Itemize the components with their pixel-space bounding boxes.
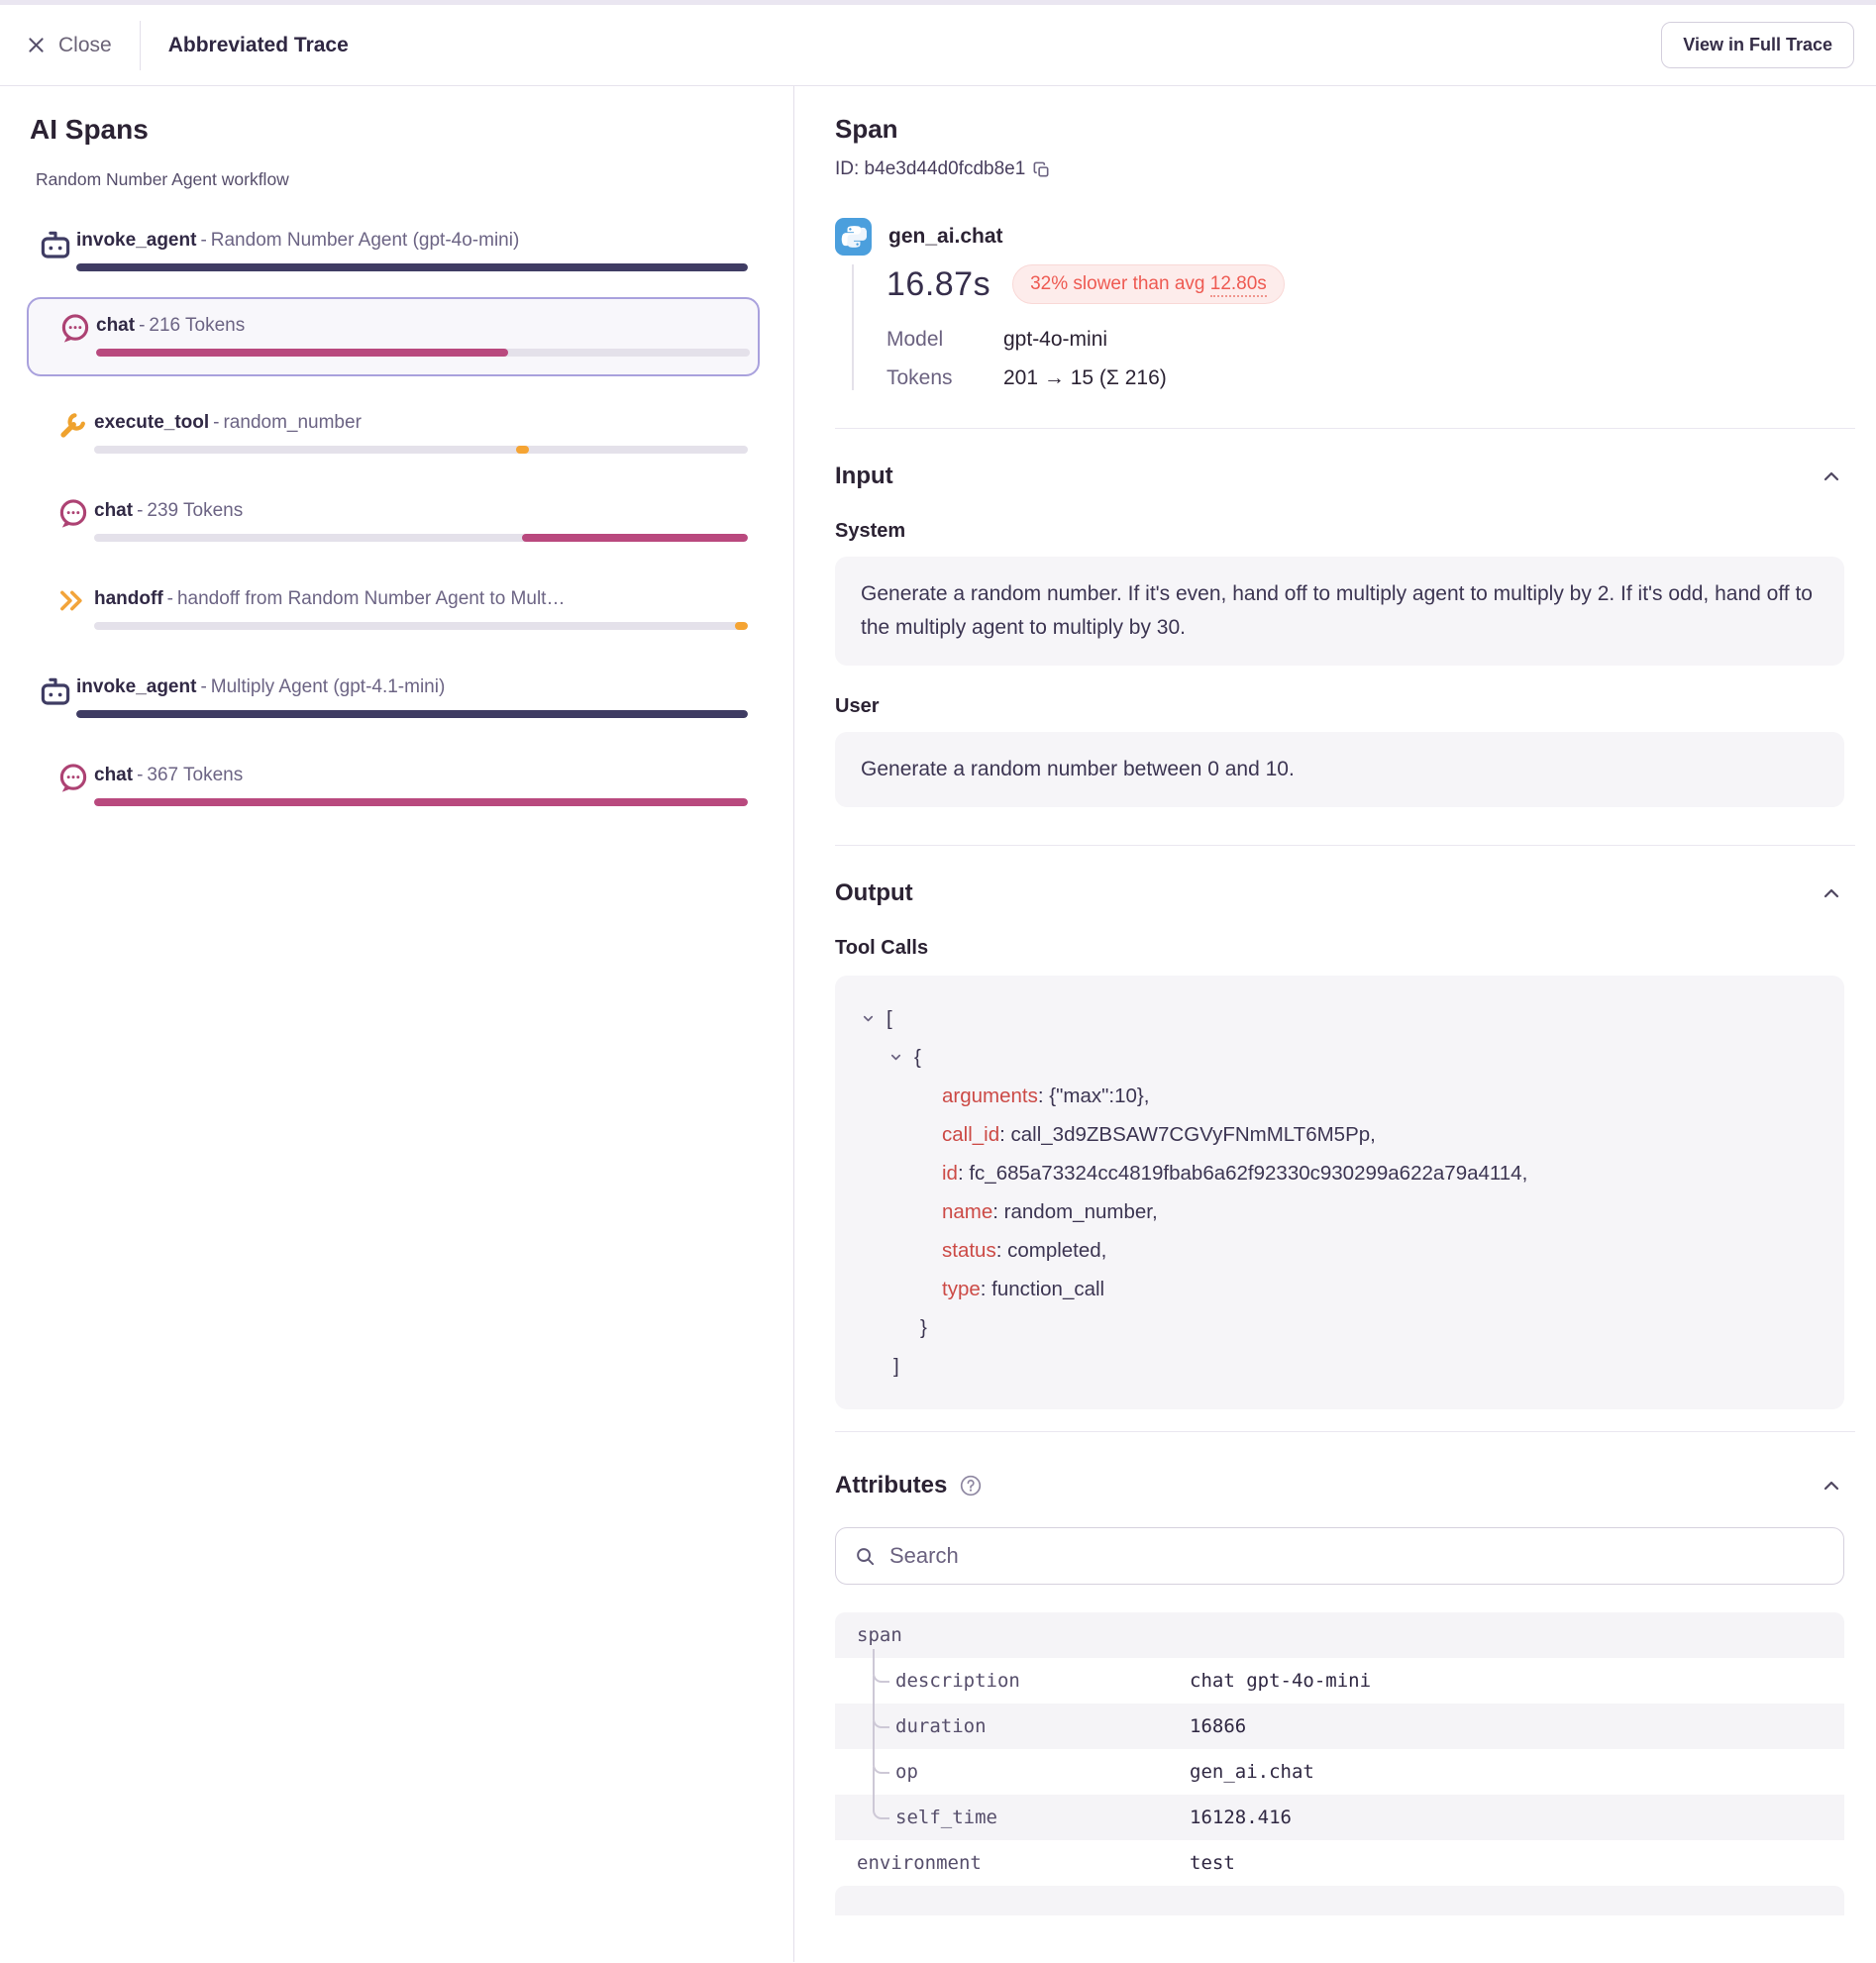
json-line: [ (861, 999, 1819, 1038)
collapse-output-chevron-up-icon[interactable] (1819, 880, 1844, 906)
span-duration-bar (94, 622, 748, 630)
span-row-chat-216-selected[interactable]: chat - 216 Tokens (27, 297, 760, 376)
tokens-value: 201 → 15 (Σ 216) (1003, 366, 1167, 389)
span-name: chat (96, 315, 136, 336)
tokens-label: Tokens (886, 366, 953, 389)
span-id: ID: b4e3d44d0fcdb8e1 (835, 158, 1026, 179)
span-detail-panel (794, 86, 1876, 1962)
span-name: chat (94, 765, 134, 785)
span-name: invoke_agent (76, 230, 197, 251)
attr-row-self-time: self_time 16128.416 (835, 1795, 1844, 1840)
json-line: name : random_number, (942, 1200, 1158, 1223)
copy-icon[interactable] (1032, 160, 1051, 179)
span-desc: Multiply Agent (gpt-4.1-mini) (210, 676, 446, 697)
top-bar (0, 5, 1876, 86)
span-desc: 216 Tokens (149, 315, 246, 336)
ai-spans-heading: AI Spans (30, 114, 149, 145)
chevron-down-icon[interactable] (861, 1011, 886, 1026)
span-desc: Random Number Agent (gpt-4o-mini) (210, 230, 520, 251)
span-row-handoff[interactable]: handoff - handoff from Random Number Agent to Mult… (30, 588, 793, 630)
system-prompt-box: Generate a random number. If it's even, hand off to multiply agent to multiply by 2. If it's odd, hand off to the multiply agent to multiply by 30. (835, 557, 1844, 666)
attributes-search[interactable] (835, 1527, 1844, 1585)
span-desc: handoff from Random Number Agent to Mult… (176, 588, 566, 609)
span-row-chat-367[interactable]: chat - 367 Tokens (30, 765, 793, 806)
attr-row-op: op gen_ai.chat (835, 1749, 1844, 1795)
input-section-heading: Input (835, 463, 893, 489)
span-name: invoke_agent (76, 676, 197, 697)
span-desc: random_number (223, 412, 362, 433)
span-duration-bar (96, 349, 750, 357)
robot-icon (38, 673, 73, 709)
divider (835, 1431, 1855, 1432)
span-duration-bar (94, 534, 748, 542)
span-duration: 16.87s (886, 264, 991, 303)
tool-calls-label: Tool Calls (835, 937, 929, 959)
robot-icon (38, 227, 73, 262)
span-name: chat (94, 500, 134, 521)
tool-calls-json-box (835, 976, 1844, 1409)
chat-bubble-icon (58, 312, 92, 346)
span-duration-bar (76, 263, 748, 271)
view-full-trace-button[interactable]: View in Full Trace (1661, 22, 1854, 68)
handoff-icon (56, 585, 87, 616)
span-duration-bar (94, 798, 748, 806)
attr-row-description: description chat gpt-4o-mini (835, 1658, 1844, 1704)
json-line: type : function_call (942, 1278, 1105, 1300)
span-desc: 239 Tokens (147, 500, 244, 521)
span-duration-bar (76, 710, 748, 718)
collapse-attributes-chevron-up-icon[interactable] (1819, 1473, 1844, 1498)
span-list (30, 230, 793, 806)
close-button[interactable] (26, 34, 112, 57)
span-row-invoke-agent-1[interactable]: invoke_agent - Random Number Agent (gpt-4o-mini) (30, 230, 793, 271)
output-section-heading: Output (835, 879, 913, 906)
span-name: handoff (94, 588, 163, 609)
json-line: id : fc_685a73324cc4819fbab6a62f92330c930299a622a79a4114, (942, 1162, 1528, 1185)
span-duration-bar (94, 446, 748, 454)
json-line: call_id : call_3d9ZBSAW7CGVyFNmMLT6M5Pp, (942, 1123, 1376, 1146)
attr-row-duration: duration 16866 (835, 1704, 1844, 1749)
slower-than-avg-badge: 32% slower than avg 12.80s (1012, 264, 1285, 304)
span-desc: 367 Tokens (147, 765, 244, 785)
attr-row-span: span (835, 1612, 1844, 1658)
json-line: status : completed, (942, 1239, 1107, 1262)
page-title: Abbreviated Trace (167, 33, 349, 56)
ai-spans-panel (0, 86, 794, 1962)
chat-bubble-icon (56, 497, 90, 531)
chat-bubble-icon (56, 762, 90, 795)
attributes-table (835, 1612, 1844, 1915)
attr-row-partial (835, 1886, 1844, 1915)
search-input[interactable] (889, 1543, 1825, 1569)
divider (835, 845, 1855, 846)
model-value: gpt-4o-mini (1003, 328, 1108, 351)
system-label: System (835, 520, 906, 542)
divider (835, 428, 1855, 429)
span-row-invoke-agent-2[interactable]: invoke_agent - Multiply Agent (gpt-4.1-mini) (30, 676, 793, 718)
model-label: Model (886, 328, 944, 351)
wrench-icon (56, 409, 89, 442)
close-icon (26, 35, 47, 55)
workflow-label: Random Number Agent workflow (36, 169, 289, 189)
attr-row-environment: environment test (857, 1852, 1235, 1874)
span-op-name: gen_ai.chat (888, 225, 1003, 248)
json-line: arguments : {"max":10}, (942, 1085, 1150, 1107)
close-label: Close (58, 33, 112, 56)
user-prompt-box: Generate a random number between 0 and 10. (835, 732, 1844, 807)
collapse-input-chevron-up-icon[interactable] (1819, 464, 1844, 489)
span-row-execute-tool[interactable]: execute_tool - random_number (30, 412, 793, 454)
avg-duration-link[interactable]: 12.80s (1210, 273, 1267, 297)
json-line: ] (893, 1355, 899, 1378)
topbar-divider (140, 21, 141, 70)
span-detail-heading: Span (835, 114, 898, 144)
search-icon (854, 1545, 877, 1568)
json-line: } (920, 1316, 927, 1339)
user-label: User (835, 695, 880, 717)
python-icon (835, 218, 872, 256)
attributes-section-heading: Attributes (835, 1472, 948, 1498)
chevron-down-icon[interactable] (888, 1050, 914, 1065)
help-question-icon[interactable] (959, 1474, 983, 1498)
span-name: execute_tool (94, 412, 210, 433)
span-row-chat-239[interactable]: chat - 239 Tokens (30, 500, 793, 542)
json-line: { (861, 1038, 1819, 1077)
